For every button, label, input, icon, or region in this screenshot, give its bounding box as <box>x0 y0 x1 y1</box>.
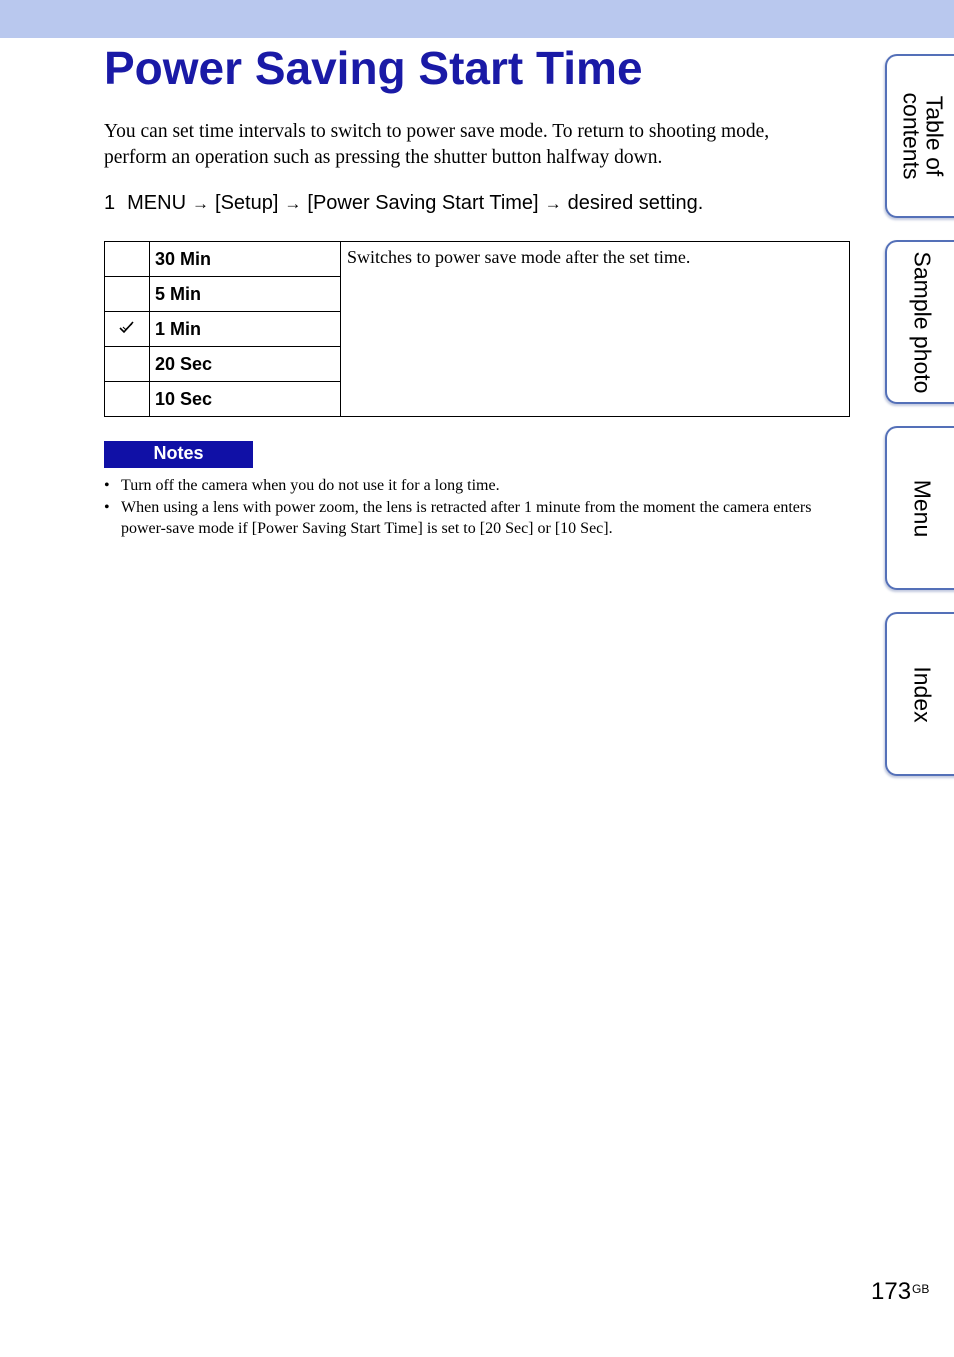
notes-list <box>104 475 834 540</box>
option-label: 5 Min <box>150 277 341 312</box>
tab-sample-photo[interactable] <box>885 240 954 404</box>
default-mark-cell <box>105 312 150 347</box>
table-row <box>105 242 850 277</box>
option-label: 10 Sec <box>150 382 341 417</box>
note-text: Turn off the camera when you do not use it for a long time. <box>121 477 500 494</box>
menu-path-step <box>104 189 703 218</box>
settings-table <box>104 241 850 417</box>
tab-menu[interactable] <box>885 426 954 590</box>
note-text: When using a lens with power zoom, the lens is retracted after 1 minute from the moment the camera enters power-save mode if [Power Saving Start Time] is set to [20 Sec] or [10 Sec]. <box>121 499 812 537</box>
header-band <box>0 0 954 38</box>
arrow-icon: → <box>284 194 302 213</box>
step-number: 1 <box>104 192 116 214</box>
page-number-value: 173 <box>871 1278 912 1305</box>
default-mark-cell <box>105 277 150 312</box>
page-title: Power Saving Start Time <box>104 42 643 94</box>
option-description: Switches to power save mode after the set time. <box>341 242 850 417</box>
checkmark-icon <box>118 319 136 335</box>
step-part-setup: [Setup] <box>215 192 279 214</box>
default-mark-cell <box>105 242 150 277</box>
default-mark-cell <box>105 347 150 382</box>
arrow-icon: → <box>192 194 210 213</box>
step-part-setting: desired setting. <box>567 192 704 214</box>
page-number <box>871 1278 929 1306</box>
tab-label: Table of contents <box>898 92 948 180</box>
option-label: 30 Min <box>150 242 341 277</box>
page-number-suffix: GB <box>912 1282 930 1296</box>
tab-table-of-contents[interactable] <box>885 54 954 218</box>
bullet-icon: • <box>104 499 110 516</box>
tab-label: Menu <box>909 479 936 537</box>
list-item <box>104 497 834 539</box>
tab-index[interactable] <box>885 612 954 776</box>
option-label: 1 Min <box>150 312 341 347</box>
step-part-menu: MENU <box>127 192 187 214</box>
default-mark-cell <box>105 382 150 417</box>
intro-paragraph: You can set time intervals to switch to power save mode. To return to shooting mode, perform an operation such as pressing the shutter button halfway down. <box>104 121 770 168</box>
step-part-item: [Power Saving Start Time] <box>307 192 539 214</box>
arrow-icon: → <box>544 194 562 213</box>
list-item <box>104 475 834 496</box>
tab-label: Index <box>909 665 936 723</box>
option-label: 20 Sec <box>150 347 341 382</box>
tab-label: Sample photo <box>909 251 936 393</box>
notes-label: Notes <box>104 441 253 468</box>
bullet-icon: • <box>104 477 110 494</box>
